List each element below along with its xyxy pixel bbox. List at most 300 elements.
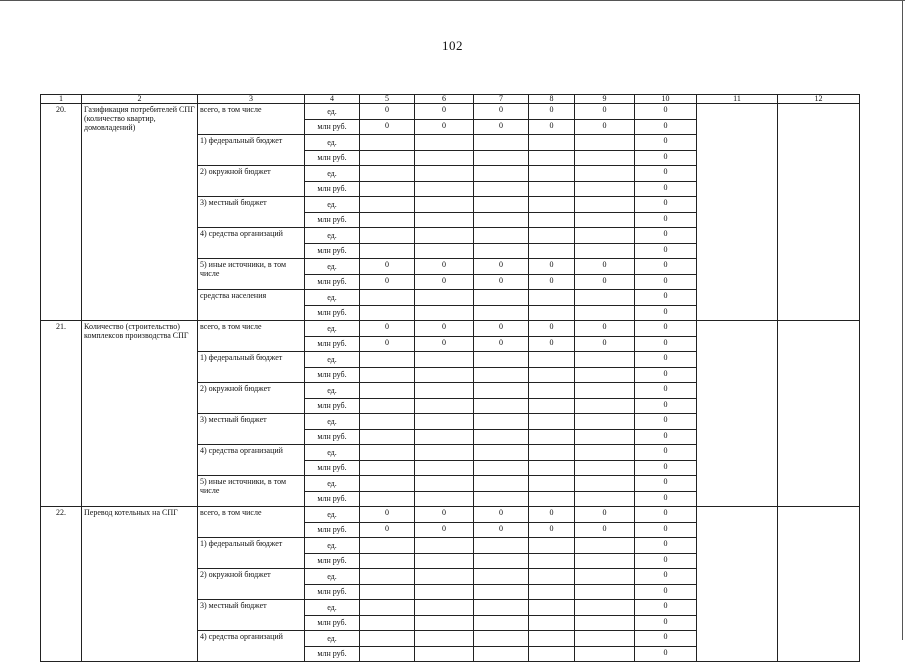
value-cell-col-8 xyxy=(529,383,575,399)
item-name: Перевод котельных на СПГ xyxy=(82,507,198,662)
value-cell-col-5: 0 xyxy=(360,522,415,538)
value-cell-col-6 xyxy=(415,367,474,383)
unit-cell: млн руб. xyxy=(305,522,360,538)
value-cell-col-9 xyxy=(575,166,635,182)
value-cell-col-6 xyxy=(415,305,474,321)
value-cell-col-7: 0 xyxy=(474,259,529,275)
value-cell-col-9: 0 xyxy=(575,507,635,523)
value-cell-col-8 xyxy=(529,584,575,600)
value-cell-col-9: 0 xyxy=(575,321,635,337)
unit-cell: ед. xyxy=(305,166,360,182)
value-cell-col-6: 0 xyxy=(415,522,474,538)
value-cell-col-9: 0 xyxy=(575,104,635,120)
funding-source-label: всего, в том числе xyxy=(198,321,305,352)
value-cell-col-6: 0 xyxy=(415,274,474,290)
value-cell-col-6 xyxy=(415,615,474,631)
value-cell-col-5 xyxy=(360,243,415,259)
funding-source-label: 1) федеральный бюджет xyxy=(198,352,305,383)
funding-source-label: 2) окружной бюджет xyxy=(198,383,305,414)
value-cell-col-7 xyxy=(474,135,529,151)
value-cell-col-7 xyxy=(474,553,529,569)
value-cell-col-7 xyxy=(474,429,529,445)
unit-cell: млн руб. xyxy=(305,243,360,259)
value-cell-col-7 xyxy=(474,414,529,430)
value-cell-col-8 xyxy=(529,290,575,306)
unit-cell: млн руб. xyxy=(305,584,360,600)
value-cell-col-8: 0 xyxy=(529,336,575,352)
value-cell-col-6: 0 xyxy=(415,507,474,523)
value-cell-col-9 xyxy=(575,600,635,616)
value-cell-col-9 xyxy=(575,305,635,321)
value-cell-col-5: 0 xyxy=(360,104,415,120)
funding-source-label: средства населения xyxy=(198,290,305,321)
value-cell-col-7 xyxy=(474,569,529,585)
value-cell-col-5 xyxy=(360,584,415,600)
value-cell-col-10: 0 xyxy=(635,615,697,631)
value-cell-col-8 xyxy=(529,197,575,213)
value-cell-col-10: 0 xyxy=(635,600,697,616)
value-cell-col-6 xyxy=(415,631,474,647)
funding-source-label: 5) иные источники, в том числе xyxy=(198,259,305,290)
value-cell-col-10: 0 xyxy=(635,584,697,600)
header-row xyxy=(41,95,860,104)
value-cell-col-10: 0 xyxy=(635,476,697,492)
unit-cell: ед. xyxy=(305,352,360,368)
value-cell-col-8 xyxy=(529,305,575,321)
unit-cell: млн руб. xyxy=(305,212,360,228)
column-number-6: 6 xyxy=(415,95,474,104)
value-cell-col-8 xyxy=(529,646,575,662)
unit-cell: ед. xyxy=(305,321,360,337)
value-cell-col-10: 0 xyxy=(635,259,697,275)
value-cell-col-10: 0 xyxy=(635,352,697,368)
value-cell-col-8 xyxy=(529,615,575,631)
value-cell-col-5 xyxy=(360,166,415,182)
unit-cell: млн руб. xyxy=(305,150,360,166)
value-cell-col-5: 0 xyxy=(360,507,415,523)
value-cell-col-5 xyxy=(360,553,415,569)
value-cell-col-9 xyxy=(575,538,635,554)
value-cell-col-8 xyxy=(529,460,575,476)
value-cell-col-7 xyxy=(474,352,529,368)
unit-cell: ед. xyxy=(305,414,360,430)
item-name: Газификация потребителей СПГ (количество квартир, домовладений) xyxy=(82,104,198,321)
unit-cell: млн руб. xyxy=(305,336,360,352)
column-11-cell xyxy=(697,321,778,507)
unit-cell: ед. xyxy=(305,259,360,275)
table-row xyxy=(41,104,860,120)
value-cell-col-8: 0 xyxy=(529,321,575,337)
value-cell-col-5 xyxy=(360,228,415,244)
value-cell-col-5 xyxy=(360,135,415,151)
value-cell-col-10: 0 xyxy=(635,150,697,166)
column-number-5: 5 xyxy=(360,95,415,104)
value-cell-col-5 xyxy=(360,383,415,399)
value-cell-col-5: 0 xyxy=(360,274,415,290)
value-cell-col-6 xyxy=(415,584,474,600)
value-cell-col-6 xyxy=(415,243,474,259)
value-cell-col-8 xyxy=(529,414,575,430)
column-12-cell xyxy=(778,321,860,507)
unit-cell: млн руб. xyxy=(305,429,360,445)
value-cell-col-10: 0 xyxy=(635,135,697,151)
value-cell-col-10: 0 xyxy=(635,445,697,461)
value-cell-col-8 xyxy=(529,491,575,507)
value-cell-col-5 xyxy=(360,615,415,631)
value-cell-col-10: 0 xyxy=(635,538,697,554)
value-cell-col-5 xyxy=(360,398,415,414)
page-right-border xyxy=(902,0,903,640)
value-cell-col-8 xyxy=(529,429,575,445)
value-cell-col-9 xyxy=(575,491,635,507)
value-cell-col-10: 0 xyxy=(635,290,697,306)
value-cell-col-5 xyxy=(360,491,415,507)
value-cell-col-5 xyxy=(360,414,415,430)
unit-cell: млн руб. xyxy=(305,646,360,662)
unit-cell: млн руб. xyxy=(305,181,360,197)
value-cell-col-7 xyxy=(474,600,529,616)
value-cell-col-8 xyxy=(529,631,575,647)
value-cell-col-6 xyxy=(415,212,474,228)
value-cell-col-7: 0 xyxy=(474,274,529,290)
value-cell-col-10: 0 xyxy=(635,383,697,399)
table-row xyxy=(41,507,860,523)
value-cell-col-8 xyxy=(529,476,575,492)
budget-table xyxy=(40,94,860,662)
value-cell-col-10: 0 xyxy=(635,243,697,259)
value-cell-col-7 xyxy=(474,243,529,259)
value-cell-col-9 xyxy=(575,290,635,306)
value-cell-col-7 xyxy=(474,367,529,383)
value-cell-col-6 xyxy=(415,538,474,554)
value-cell-col-7 xyxy=(474,476,529,492)
column-12-cell xyxy=(778,507,860,662)
value-cell-col-5 xyxy=(360,538,415,554)
funding-source-label: 3) местный бюджет xyxy=(198,414,305,445)
column-number-7: 7 xyxy=(474,95,529,104)
value-cell-col-7: 0 xyxy=(474,522,529,538)
value-cell-col-6 xyxy=(415,429,474,445)
value-cell-col-10: 0 xyxy=(635,631,697,647)
value-cell-col-6 xyxy=(415,166,474,182)
value-cell-col-7 xyxy=(474,445,529,461)
value-cell-col-7: 0 xyxy=(474,119,529,135)
value-cell-col-10: 0 xyxy=(635,104,697,120)
value-cell-col-9: 0 xyxy=(575,522,635,538)
funding-source-label: 4) средства организаций xyxy=(198,631,305,662)
value-cell-col-6 xyxy=(415,197,474,213)
value-cell-col-6 xyxy=(415,600,474,616)
value-cell-col-9 xyxy=(575,646,635,662)
value-cell-col-7 xyxy=(474,491,529,507)
value-cell-col-8: 0 xyxy=(529,104,575,120)
value-cell-col-7 xyxy=(474,181,529,197)
value-cell-col-10: 0 xyxy=(635,274,697,290)
value-cell-col-9 xyxy=(575,383,635,399)
value-cell-col-5 xyxy=(360,429,415,445)
value-cell-col-6: 0 xyxy=(415,321,474,337)
unit-cell: млн руб. xyxy=(305,398,360,414)
value-cell-col-7: 0 xyxy=(474,321,529,337)
unit-cell: ед. xyxy=(305,476,360,492)
value-cell-col-8: 0 xyxy=(529,274,575,290)
unit-cell: млн руб. xyxy=(305,491,360,507)
column-number-12: 12 xyxy=(778,95,860,104)
funding-source-label: 1) федеральный бюджет xyxy=(198,538,305,569)
value-cell-col-10: 0 xyxy=(635,460,697,476)
value-cell-col-6 xyxy=(415,414,474,430)
item-number: 20. xyxy=(41,104,82,321)
value-cell-col-10: 0 xyxy=(635,414,697,430)
value-cell-col-6: 0 xyxy=(415,336,474,352)
value-cell-col-10: 0 xyxy=(635,305,697,321)
value-cell-col-6 xyxy=(415,646,474,662)
value-cell-col-10: 0 xyxy=(635,228,697,244)
value-cell-col-9 xyxy=(575,181,635,197)
value-cell-col-9 xyxy=(575,569,635,585)
value-cell-col-5 xyxy=(360,445,415,461)
value-cell-col-5 xyxy=(360,646,415,662)
value-cell-col-10: 0 xyxy=(635,212,697,228)
value-cell-col-10: 0 xyxy=(635,321,697,337)
value-cell-col-8 xyxy=(529,398,575,414)
value-cell-col-8 xyxy=(529,166,575,182)
unit-cell: ед. xyxy=(305,600,360,616)
value-cell-col-5 xyxy=(360,305,415,321)
value-cell-col-9 xyxy=(575,584,635,600)
column-number-9: 9 xyxy=(575,95,635,104)
value-cell-col-10: 0 xyxy=(635,398,697,414)
value-cell-col-5 xyxy=(360,181,415,197)
value-cell-col-7 xyxy=(474,212,529,228)
unit-cell: млн руб. xyxy=(305,367,360,383)
value-cell-col-7 xyxy=(474,615,529,631)
value-cell-col-10: 0 xyxy=(635,553,697,569)
value-cell-col-5: 0 xyxy=(360,321,415,337)
value-cell-col-7: 0 xyxy=(474,104,529,120)
value-cell-col-5 xyxy=(360,476,415,492)
value-cell-col-9: 0 xyxy=(575,119,635,135)
unit-cell: млн руб. xyxy=(305,305,360,321)
funding-source-label: 5) иные источники, в том числе xyxy=(198,476,305,507)
value-cell-col-7 xyxy=(474,584,529,600)
item-number: 21. xyxy=(41,321,82,507)
value-cell-col-8 xyxy=(529,181,575,197)
unit-cell: ед. xyxy=(305,104,360,120)
value-cell-col-6 xyxy=(415,476,474,492)
value-cell-col-6 xyxy=(415,181,474,197)
value-cell-col-10: 0 xyxy=(635,646,697,662)
value-cell-col-10: 0 xyxy=(635,367,697,383)
value-cell-col-10: 0 xyxy=(635,119,697,135)
funding-source-label: 4) средства организаций xyxy=(198,445,305,476)
column-number-2: 2 xyxy=(82,95,198,104)
value-cell-col-6 xyxy=(415,150,474,166)
funding-source-label: 3) местный бюджет xyxy=(198,197,305,228)
value-cell-col-6 xyxy=(415,460,474,476)
value-cell-col-5 xyxy=(360,600,415,616)
value-cell-col-5: 0 xyxy=(360,336,415,352)
unit-cell: ед. xyxy=(305,383,360,399)
value-cell-col-5 xyxy=(360,197,415,213)
value-cell-col-6 xyxy=(415,290,474,306)
value-cell-col-7 xyxy=(474,305,529,321)
value-cell-col-8: 0 xyxy=(529,259,575,275)
value-cell-col-5 xyxy=(360,569,415,585)
value-cell-col-9 xyxy=(575,460,635,476)
unit-cell: млн руб. xyxy=(305,615,360,631)
value-cell-col-9: 0 xyxy=(575,274,635,290)
funding-source-label: 2) окружной бюджет xyxy=(198,569,305,600)
item-name: Количество (строительство) комплексов производства СПГ xyxy=(82,321,198,507)
value-cell-col-7 xyxy=(474,150,529,166)
column-number-11: 11 xyxy=(697,95,778,104)
column-number-10: 10 xyxy=(635,95,697,104)
unit-cell: млн руб. xyxy=(305,553,360,569)
value-cell-col-9 xyxy=(575,476,635,492)
value-cell-col-9 xyxy=(575,631,635,647)
column-number-8: 8 xyxy=(529,95,575,104)
value-cell-col-9 xyxy=(575,212,635,228)
value-cell-col-5 xyxy=(360,212,415,228)
unit-cell: млн руб. xyxy=(305,274,360,290)
value-cell-col-8 xyxy=(529,212,575,228)
value-cell-col-9: 0 xyxy=(575,336,635,352)
value-cell-col-7 xyxy=(474,646,529,662)
unit-cell: ед. xyxy=(305,228,360,244)
funding-source-label: 4) средства организаций xyxy=(198,228,305,259)
value-cell-col-6 xyxy=(415,383,474,399)
value-cell-col-9 xyxy=(575,150,635,166)
value-cell-col-7 xyxy=(474,166,529,182)
value-cell-col-8: 0 xyxy=(529,507,575,523)
page-number: 102 xyxy=(442,38,463,53)
value-cell-col-5: 0 xyxy=(360,119,415,135)
value-cell-col-9 xyxy=(575,135,635,151)
value-cell-col-10: 0 xyxy=(635,336,697,352)
unit-cell: млн руб. xyxy=(305,119,360,135)
value-cell-col-6 xyxy=(415,445,474,461)
value-cell-col-6: 0 xyxy=(415,104,474,120)
value-cell-col-6: 0 xyxy=(415,259,474,275)
value-cell-col-7 xyxy=(474,290,529,306)
value-cell-col-9 xyxy=(575,414,635,430)
funding-source-label: всего, в том числе xyxy=(198,507,305,538)
value-cell-col-8: 0 xyxy=(529,522,575,538)
value-cell-col-9 xyxy=(575,352,635,368)
value-cell-col-8 xyxy=(529,445,575,461)
value-cell-col-10: 0 xyxy=(635,166,697,182)
value-cell-col-5 xyxy=(360,631,415,647)
unit-cell: млн руб. xyxy=(305,460,360,476)
value-cell-col-7 xyxy=(474,631,529,647)
value-cell-col-10: 0 xyxy=(635,181,697,197)
value-cell-col-7 xyxy=(474,398,529,414)
value-cell-col-6 xyxy=(415,491,474,507)
table-row xyxy=(41,321,860,337)
value-cell-col-9 xyxy=(575,243,635,259)
value-cell-col-9 xyxy=(575,398,635,414)
column-number-4: 4 xyxy=(305,95,360,104)
value-cell-col-6: 0 xyxy=(415,119,474,135)
unit-cell: ед. xyxy=(305,569,360,585)
value-cell-col-7 xyxy=(474,228,529,244)
value-cell-col-9 xyxy=(575,197,635,213)
value-cell-col-9 xyxy=(575,429,635,445)
value-cell-col-10: 0 xyxy=(635,507,697,523)
value-cell-col-7 xyxy=(474,383,529,399)
value-cell-col-5 xyxy=(360,290,415,306)
unit-cell: ед. xyxy=(305,631,360,647)
value-cell-col-10: 0 xyxy=(635,522,697,538)
value-cell-col-8 xyxy=(529,352,575,368)
value-cell-col-10: 0 xyxy=(635,569,697,585)
column-11-cell xyxy=(697,507,778,662)
unit-cell: ед. xyxy=(305,290,360,306)
value-cell-col-8 xyxy=(529,538,575,554)
value-cell-col-7 xyxy=(474,197,529,213)
value-cell-col-8 xyxy=(529,569,575,585)
value-cell-col-9 xyxy=(575,445,635,461)
value-cell-col-7 xyxy=(474,538,529,554)
unit-cell: ед. xyxy=(305,445,360,461)
unit-cell: ед. xyxy=(305,507,360,523)
value-cell-col-8 xyxy=(529,228,575,244)
value-cell-col-5 xyxy=(360,352,415,368)
unit-cell: ед. xyxy=(305,197,360,213)
page-top-border xyxy=(0,0,905,1)
value-cell-col-9 xyxy=(575,553,635,569)
value-cell-col-9 xyxy=(575,228,635,244)
funding-source-label: 2) окружной бюджет xyxy=(198,166,305,197)
value-cell-col-6 xyxy=(415,228,474,244)
value-cell-col-8 xyxy=(529,553,575,569)
value-cell-col-9 xyxy=(575,615,635,631)
column-11-cell xyxy=(697,104,778,321)
value-cell-col-8 xyxy=(529,600,575,616)
value-cell-col-5: 0 xyxy=(360,259,415,275)
unit-cell: ед. xyxy=(305,538,360,554)
funding-source-label: 3) местный бюджет xyxy=(198,600,305,631)
value-cell-col-5 xyxy=(360,150,415,166)
item-number: 22. xyxy=(41,507,82,662)
value-cell-col-10: 0 xyxy=(635,197,697,213)
column-number-3: 3 xyxy=(198,95,305,104)
value-cell-col-8 xyxy=(529,135,575,151)
value-cell-col-9: 0 xyxy=(575,259,635,275)
value-cell-col-6 xyxy=(415,398,474,414)
funding-source-label: 1) федеральный бюджет xyxy=(198,135,305,166)
value-cell-col-10: 0 xyxy=(635,491,697,507)
value-cell-col-10: 0 xyxy=(635,429,697,445)
value-cell-col-8 xyxy=(529,243,575,259)
value-cell-col-8: 0 xyxy=(529,119,575,135)
value-cell-col-8 xyxy=(529,367,575,383)
value-cell-col-6 xyxy=(415,553,474,569)
value-cell-col-5 xyxy=(360,367,415,383)
column-12-cell xyxy=(778,104,860,321)
value-cell-col-7: 0 xyxy=(474,336,529,352)
value-cell-col-7: 0 xyxy=(474,507,529,523)
value-cell-col-9 xyxy=(575,367,635,383)
value-cell-col-6 xyxy=(415,135,474,151)
column-number-1: 1 xyxy=(41,95,82,104)
value-cell-col-5 xyxy=(360,460,415,476)
value-cell-col-7 xyxy=(474,460,529,476)
value-cell-col-6 xyxy=(415,569,474,585)
funding-source-label: всего, в том числе xyxy=(198,104,305,135)
value-cell-col-6 xyxy=(415,352,474,368)
